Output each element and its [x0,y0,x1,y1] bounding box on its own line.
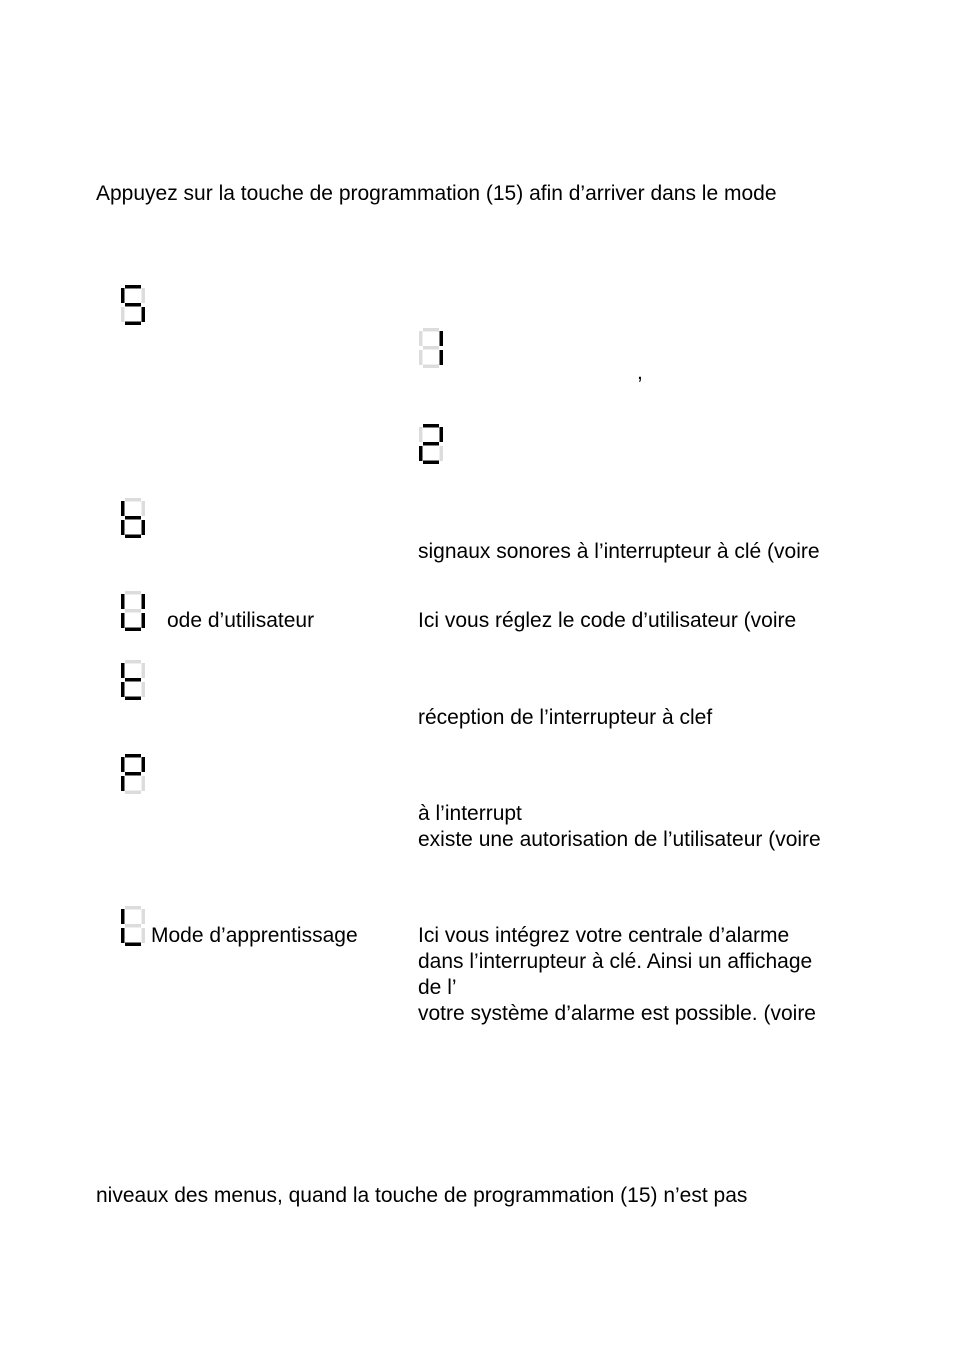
item-l-description-line: votre système d’alarme est possible. (voire [418,1002,816,1025]
intro-text: Appuyez sur la touche de programmation (15) afin d’arriver dans le mode [96,182,777,205]
item-u-label: ode d’utilisateur [167,609,315,632]
segment-2-icon [416,422,446,466]
item-b-description: signaux sonores à l’interrupteur à clé (voire [418,540,820,563]
item-u-description: Ici vous réglez le code d’utilisateur (voire [418,609,797,632]
segment-l-icon [118,904,148,948]
footer-text: niveaux des menus, quand la touche de programmation (15) n’est pas [96,1184,748,1207]
item-l-label: Mode d’apprentissage [151,924,358,947]
item-p-description [418,801,821,853]
segment-1-icon [416,326,446,370]
item-l-description-line: Ici vous intégrez votre centrale d’alarme [418,924,790,947]
segment-b-icon [118,496,148,540]
segment-p-icon [118,752,148,796]
item-l-description-line: dans l’interrupteur à clé. Ainsi un affichage [418,950,813,973]
item-l-description-line: de l’ [418,976,457,999]
item-l-description [418,923,816,1027]
item-p-description-line: existe une autorisation de l’utilisateur (voire [418,828,821,851]
segment-s-icon [118,283,148,327]
item-1-text: , [637,361,643,384]
item-t-description: réception de l’interrupteur à clef [418,706,713,729]
segment-u-icon [118,589,148,633]
item-p-description-line: à l’interrupt [418,802,522,825]
segment-t-icon [118,658,148,702]
